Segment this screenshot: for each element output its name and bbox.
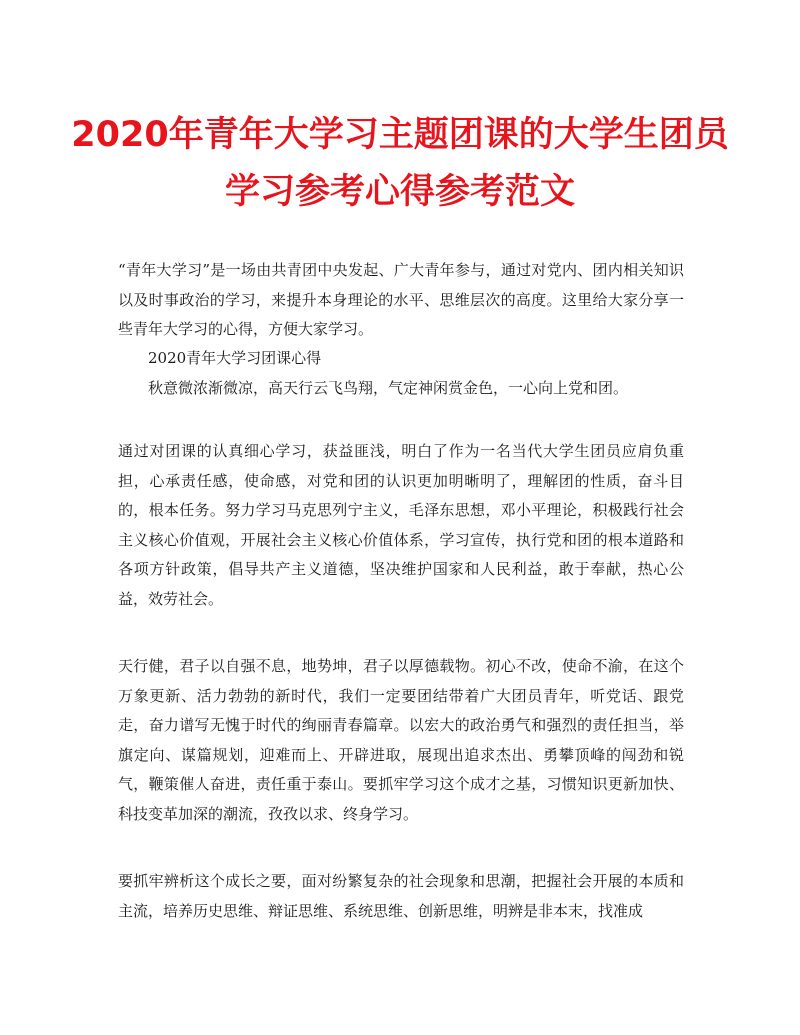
- poem-line: 秋意微浓渐微凉，高天行云飞鸟翔，气定神闲赏金色，一心向上党和团。: [148, 379, 629, 397]
- body-paragraph-2: 通过对团课的认真细心学习，获益匪浅，明白了作为一名当代大学生团员应肩负重担，心承责任感，使命感，对党和团的认识更加明晰明了，理解团的性质，奋斗目的，根本任务。努力学习马克思列宁主义，毛泽东思想，邓小平理论，积极践行社会主义核心价值观，开展社会主义核心价值体系，学习宣传，执行党和团的根本道路和各项方针政策，倡导共产主义道德，坚决维护国家和人民利益，敢于奉献，热心公益，效劳社会。: [118, 442, 684, 608]
- body-paragraph-3: 天行健，君子以自强不息，地势坤，君子以厚德载物。初心不改，使命不渝，在这个万象更新、活力勃勃的新时代，我们一定要团结带着广大团员青年，听党话、跟党走，奋力谱写无愧于时代的绚丽青春篇章。以宏大的政治勇气和强烈的责任担当，举旗定向、谋篇规划，迎难而上、开辟进取，展现出追求杰出、勇攀顶峰的闯劲和锐气，鞭策催人奋进，责任重于泰山。要抓牢学习这个成才之基，习惯知识更新加快、科技变革加深的潮流，孜孜以求、终身学习。: [118, 657, 684, 823]
- intro-paragraph: “青年大学习”是一场由共青团中央发起、广大青年参与，通过对党内、团内相关知识以及时事政治的学习，来提升本身理论的水平、思维层次的高度。这里给大家分享一些青年大学习的心得，方便大家学习。: [118, 261, 684, 338]
- section-subheading: 2020青年大学习团课心得: [148, 349, 322, 367]
- document-title-line-1: 2020年青年大学习主题团课的大学生团员: [71, 115, 729, 155]
- body-paragraph-4: 要抓牢辨析这个成长之要，面对纷繁复杂的社会现象和思潮，把握社会开展的本质和主流，培养历史思维、辩证思维、系统思维、创新思维，明辨是非本末，找准成: [118, 872, 684, 920]
- document-title-line-2: 学习参考心得参考范文: [224, 172, 575, 212]
